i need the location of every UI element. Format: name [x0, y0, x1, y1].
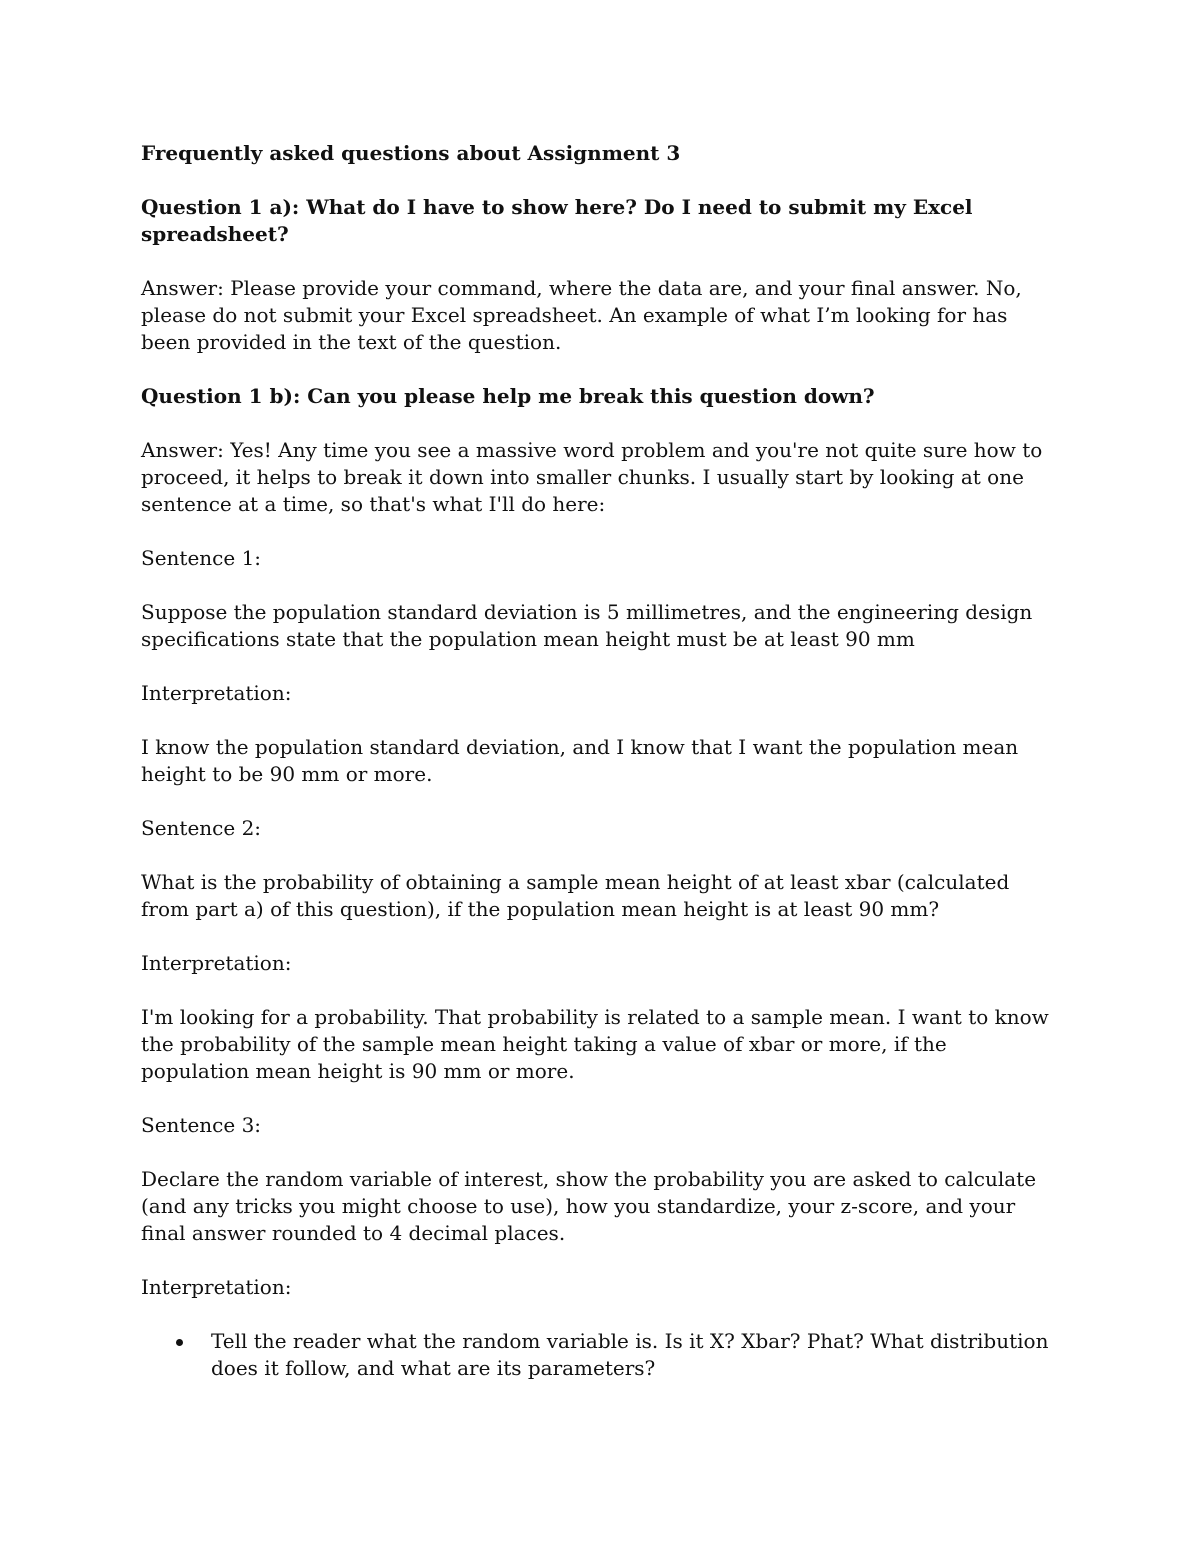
sentence-2-text: What is the probability of obtaining a sample mean height of at least xbar (calculated from part a) of this question), if the population mean height is at least 90 mm?	[141, 870, 1010, 921]
sentence-2-label: Sentence 2:	[141, 816, 262, 840]
sentence-2-interpretation: I'm looking for a probability. That probability is related to a sample mean. I want to know the probability of the sample mean height taking a value of xbar or more, if the population mean height is 90 mm or more.	[141, 1005, 1049, 1083]
question-1b: Question 1 b): Can you please help me break this question down?	[141, 384, 875, 408]
sentence-3-interpretation-label: Interpretation:	[141, 1275, 292, 1299]
interpretation-bullet-list	[141, 1328, 1061, 1382]
sentence-1-interpretation-label: Interpretation:	[141, 681, 292, 705]
list-item	[141, 1328, 1061, 1382]
document-page	[141, 140, 1061, 1409]
answer-1b: Answer: Yes! Any time you see a massive word problem and you're not quite sure how to proceed, it helps to break it down into smaller chunks. I usually start by looking at one sentence at a time, so that's what I'll do here:	[141, 438, 1043, 516]
sentence-1-label: Sentence 1:	[141, 546, 262, 570]
document-title: Frequently asked questions about Assignment 3	[141, 141, 681, 165]
sentence-1-text: Suppose the population standard deviation is 5 millimetres, and the engineering design specifications state that the population mean height must be at least 90 mm	[141, 600, 1033, 651]
question-1a: Question 1 a): What do I have to show here? Do I need to submit my Excel spreadsheet?	[141, 195, 973, 246]
bullet-text: Tell the reader what the random variable is. Is it X? Xbar? Phat? What distribution does it follow, and what are its parameters?	[211, 1329, 1049, 1380]
answer-1a: Answer: Please provide your command, where the data are, and your final answer. No, please do not submit your Excel spreadsheet. An example of what I’m looking for has been provided in the text of the question.	[141, 276, 1022, 354]
bullet-icon	[176, 1339, 183, 1346]
sentence-1-interpretation: I know the population standard deviation, and I know that I want the population mean height to be 90 mm or more.	[141, 735, 1019, 786]
sentence-3-text: Declare the random variable of interest, show the probability you are asked to calculate (and any tricks you might choose to use), how you standardize, your z-score, and your final answer rounded to 4 decimal places.	[141, 1167, 1037, 1245]
sentence-3-label: Sentence 3:	[141, 1113, 262, 1137]
sentence-2-interpretation-label: Interpretation:	[141, 951, 292, 975]
